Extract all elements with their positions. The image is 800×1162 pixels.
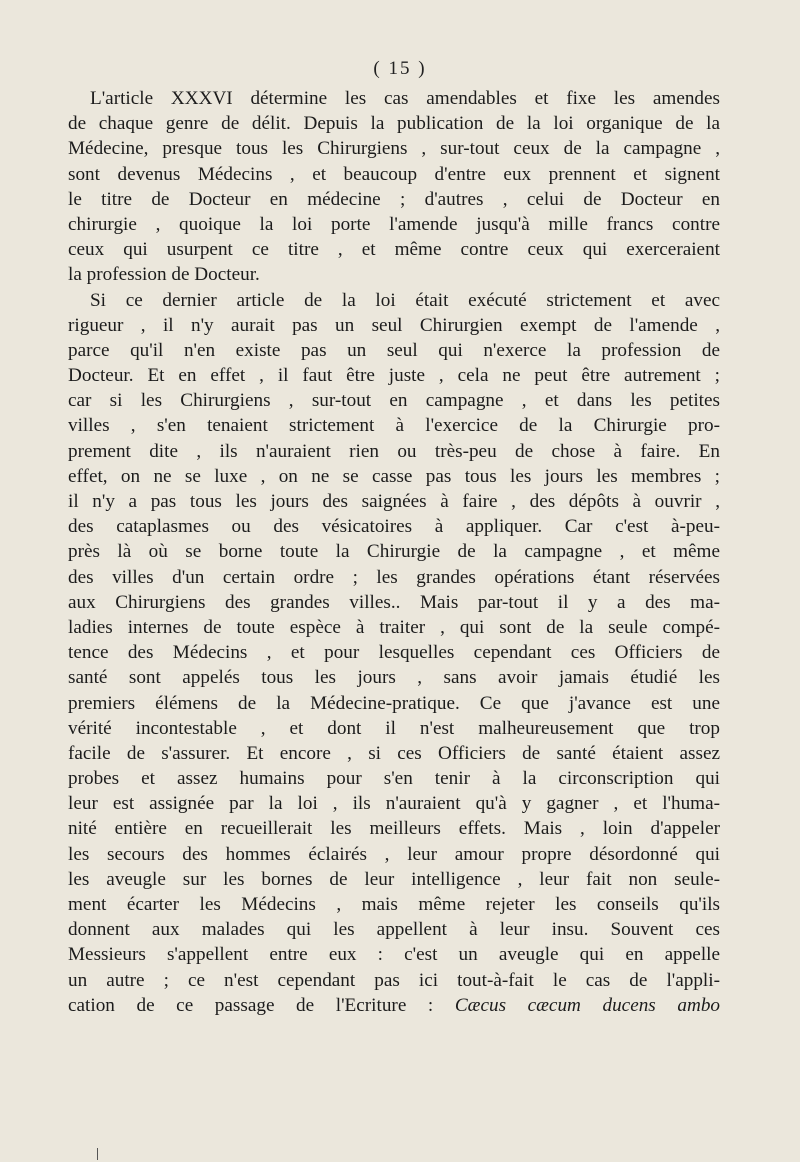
text-line: car si les Chirurgiens , sur-tout en campagne , et dans les petites (68, 390, 720, 412)
text-line: Médecine, presque tous les Chirurgiens , sur-tout ceux de la campagne , (68, 138, 720, 160)
text-line: donnent aux malades qui les appellent à leur insu. Souvent ces (68, 919, 720, 941)
text-line: ladies internes de toute espèce à traiter , qui sont de la seule compé- (68, 616, 720, 638)
text-line: L'article XXXVI détermine les cas amendables et fixe les amendes (90, 88, 720, 109)
text-line: facile de s'assurer. Et encore , si ces Officiers de santé étaient assez (68, 742, 720, 764)
text-line: de chaque genre de délit. Depuis la publication de la loi organique de la (68, 113, 720, 135)
text-line: probes et assez humains pour s'en tenir à la circonscription qui (68, 768, 720, 790)
text-line: leur est assignée par la loi , ils n'auraient qu'à y gagner , et l'huma- (68, 793, 720, 815)
text-line: rigueur , il n'y aurait pas un seul Chirurgien exempt de l'amende , (68, 314, 720, 336)
text-line: premiers élémens de la Médecine-pratique. Ce que j'avance est une (68, 692, 720, 714)
latin-quote: Cæcus cæcum ducens ambo (454, 994, 721, 1016)
text-line: prement dite , ils n'auraient rien ou très-peu de chose à faire. En (68, 440, 720, 462)
last-line-roman: cation de ce passage de l'Ecriture : (68, 994, 455, 1016)
text-line: nité entière en recueillerait les meilleurs effets. Mais , loin d'appeler (68, 818, 720, 840)
text-line: ceux qui usurpent ce titre , et même contre ceux qui exerceraient (68, 239, 720, 261)
body-text (68, 86, 720, 1018)
margin-mark (97, 1148, 98, 1160)
text-line: Docteur. Et en effet , il faut être juste , cela ne peut être autrement ; (68, 365, 720, 387)
text-line: Messieurs s'appellent entre eux : c'est un aveugle qui en appelle (68, 944, 720, 966)
text-line: villes , s'en tenaient strictement à l'exercice de la Chirurgie pro- (68, 415, 720, 437)
text-line: aux Chirurgiens des grandes villes.. Mais par-tout il y a des ma- (68, 591, 720, 613)
text-line: le titre de Docteur en médecine ; d'autres , celui de Docteur en (68, 188, 720, 210)
text-line-last (68, 993, 720, 1018)
text-line: ment écarter les Médecins , mais même rejeter les conseils qu'ils (68, 894, 720, 915)
text-line: tence des Médecins , et pour lesquelles cependant ces Officiers de (68, 642, 720, 664)
text-line: vérité incontestable , et dont il n'est malheureusement que trop (68, 717, 720, 739)
text-line: chirurgie , quoique la loi porte l'amende jusqu'à mille francs contre (68, 213, 720, 235)
text-line: les aveugle sur les bornes de leur intelligence , leur fait non seule- (68, 868, 720, 890)
text-line: les secours des hommes éclairés , leur amour propre désordonné qui (68, 843, 720, 865)
text-line: sont devenus Médecins , et beaucoup d'entre eux prennent et signent (68, 163, 720, 185)
text-line: près là où se borne toute la Chirurgie de la campagne , et même (68, 541, 720, 563)
text-line: Si ce dernier article de la loi était exécuté strictement et avec (90, 289, 720, 311)
text-line: des villes d'un certain ordre ; les grandes opérations étant réservées (68, 566, 720, 588)
text-line: la profession de Docteur. (68, 264, 260, 286)
text-line: un autre ; ce n'est cependant pas ici tout-à-fait le cas de l'appli- (68, 969, 720, 991)
text-line: des cataplasmes ou des vésicatoires à appliquer. Car c'est à-peu- (68, 516, 720, 538)
text-line: effet, on ne se luxe , on ne se casse pas tous les jours les membres ; (68, 465, 720, 487)
text-line: parce qu'il n'en existe pas un seul qui n'exerce la profession de (68, 339, 720, 361)
text-line: santé sont appelés tous les jours , sans avoir jamais étudié les (68, 667, 720, 689)
text-line: il n'y a pas tous les jours des saignées à faire , des dépôts à ouvrir , (68, 491, 720, 512)
page-number: ( 15 ) (373, 58, 427, 79)
